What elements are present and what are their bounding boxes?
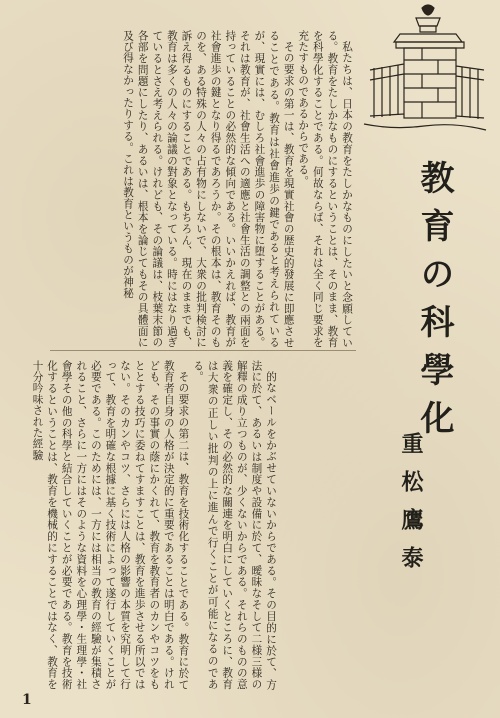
article-body-top [52, 30, 354, 348]
article-body-bottom [31, 360, 278, 690]
gate-pillar-illustration [360, 0, 490, 150]
author-name: 重松鷹泰 [398, 432, 424, 584]
column-divider [50, 350, 356, 351]
article-title: 教育の科學化 [414, 160, 454, 448]
paragraph: 的なベールをかぶせていないからである。その目的に於て、方法に於て、あるいは制度や設備に於て、曖昧なそして二様三様の解釋の成り立つものが、少くないからである。それらのものの意義を確定し、その必然的な關連を明白にしていくところに、教育は大衆の正しい批判の上に進んで行くことが可能になるのである。 [192, 360, 277, 690]
page-number: 1 [22, 692, 32, 708]
paragraph: その要求の第二は、教育を技術化することである。教育に於て教育者自身の人格が決定的に重要であることは明白である。けれども、その事實の蔭にかくれて、教育を教育者のカンやコツをもととする技巧に委ねてすますことは、教育を進歩させる所以ではない。そのカンやコツ、さらには人格の影響の本質を究明して行って、教育を明確な根據に基く技術によって遂行していくことが必要である。このためには、一方には相当の教育の經驗が集積されること、さらに一方にはそのような資料を心理學・生理學・社會學その他の科學と結合していくことが必要である。教育を技術化するということは、教育を機械的にすることではなく、教育を十分吟味された經驗 [31, 360, 190, 690]
paragraph: 私たちは、日本の教育をたしかなものにしたいと念願している。教育をたしかなものにするということは、そのまま、教育を科學化することである。何故ならば、それは全く同じ要求を充たすものであるからである。 [297, 30, 353, 348]
paragraph: その要求の第一は、教育を現實社會の歴史的發展に即應させることである。教育は社會進歩の鍵であると考えられているが、現實には、むしろ社會進歩の障害物に堕することがある。それは教育が、社會生活への適應と社會生活の調整との兩面を持っていることの必然的な傾向である。いいかえれば、教育が社會進歩の鍵となり得るであろうか。その根本は、教育そのものを、ある特殊の人々の占有物にしないで、大衆の批判検討に訴え得るものにすることである。もちろん、現在のままでも、教育は多くの人々の論議の對象となっている。時にはなり過ぎているとさえ考えられる。けれども、その論議は、枝葉末節の各部を問題にしたり、あるいは、根本を論じてもその具體面に及び得なかったりする。これは教育というものが神秘 [122, 30, 295, 348]
